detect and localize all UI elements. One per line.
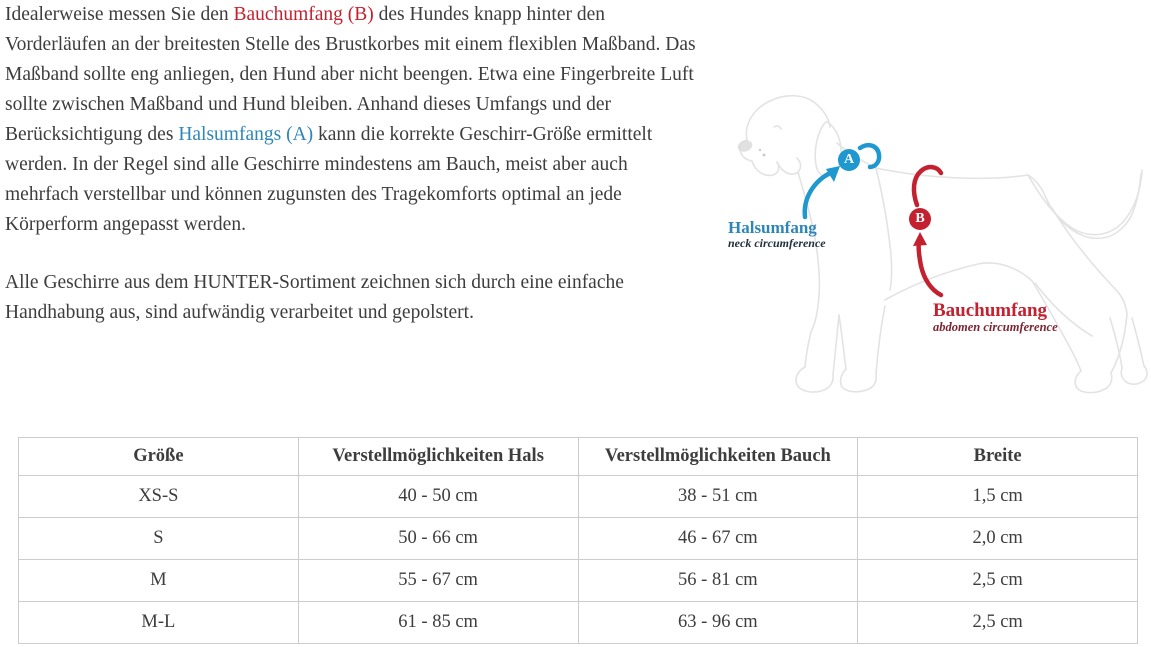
- table-header-row: [19, 438, 1138, 476]
- belly-label-en: abdomen circumference: [933, 320, 1058, 334]
- table-cell: S: [19, 518, 299, 560]
- table-cell: 46 - 67 cm: [578, 518, 858, 560]
- table-cell: 56 - 81 cm: [578, 560, 858, 602]
- neck-label-de: Halsumfang: [728, 218, 817, 237]
- table-cell: 55 - 67 cm: [298, 560, 578, 602]
- measure-point-b-badge: B: [909, 208, 931, 230]
- col-header-neck-range: Verstellmöglichkeiten Hals: [298, 438, 578, 476]
- intro-segment-3: kann die korrekte Geschirr-Größe ermittelt werden. In der Regel sind alle Geschirre mindestens am Bauch, meist aber auch mehrfach verstellbar und können zugunsten des Tragekomforts optimal an jede Körperform angepasst werden.: [5, 124, 653, 235]
- dog-nose: [736, 138, 754, 153]
- neck-label-en: neck circumference: [728, 236, 826, 250]
- table-cell: 2,0 cm: [858, 518, 1138, 560]
- harness-info-paragraph: Alle Geschirre aus dem HUNTER-Sortiment zeichnen sich durch eine einfache Handhabung aus, sind aufwändig verarbeitet und gepolstert.: [5, 272, 624, 323]
- table-cell: 38 - 51 cm: [578, 476, 858, 518]
- measure-point-a-badge: A: [838, 149, 860, 171]
- belly-circumference-link[interactable]: Bauchumfang (B): [233, 4, 374, 25]
- size-table: [18, 437, 1138, 644]
- intro-segment-2: des Hundes knapp hinter den Vorderläufen an der breitesten Stelle des Brustkorbes mit einem flexiblen Maßband. Das Maßband sollte eng anliegen, den Hund aber nicht beengen. Etwa eine Fingerbreite Luft sollte zwischen Maßband und Hund bleiben. Anhand dieses Umfangs und der Berücksichtigung des: [5, 4, 696, 145]
- table-row: [19, 518, 1138, 560]
- belly-label-de: Bauchumfang: [933, 300, 1048, 321]
- col-header-size: Größe: [19, 438, 299, 476]
- face-speck: [759, 149, 761, 151]
- face-speck: [763, 154, 766, 157]
- table-cell: XS-S: [19, 476, 299, 518]
- table-cell: 40 - 50 cm: [298, 476, 578, 518]
- table-cell: M: [19, 560, 299, 602]
- col-header-width: Breite: [858, 438, 1138, 476]
- table-cell: 2,5 cm: [858, 602, 1138, 644]
- dog-measurement-diagram: [690, 78, 1151, 400]
- measuring-instructions: [5, 0, 700, 328]
- intro-segment-1: Idealerweise messen Sie den: [5, 4, 234, 25]
- belly-circumference-label: [933, 300, 1058, 335]
- table-row: [19, 602, 1138, 644]
- table-cell: 1,5 cm: [858, 476, 1138, 518]
- neck-circumference-link[interactable]: Halsumfangs (A): [178, 124, 314, 145]
- table-cell: 63 - 96 cm: [578, 602, 858, 644]
- table-cell: M-L: [19, 602, 299, 644]
- table-cell: 50 - 66 cm: [298, 518, 578, 560]
- table-cell: 61 - 85 cm: [298, 602, 578, 644]
- table-row: [19, 560, 1138, 602]
- neck-circumference-label: [728, 218, 826, 251]
- intro-paragraph: [5, 0, 700, 240]
- col-header-belly-range: Verstellmöglichkeiten Bauch: [578, 438, 858, 476]
- table-row: [19, 476, 1138, 518]
- table-cell: 2,5 cm: [858, 560, 1138, 602]
